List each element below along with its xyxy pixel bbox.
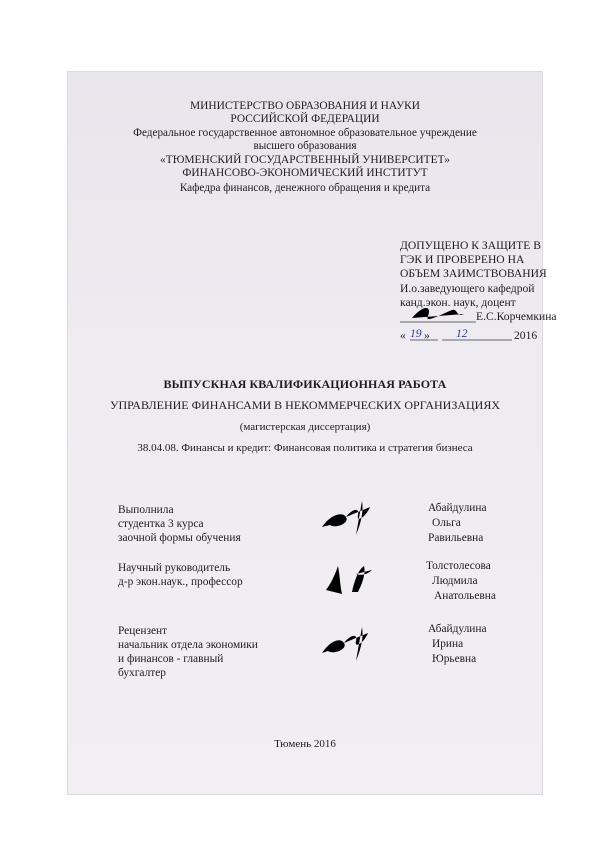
approval-line-1: ДОПУЩЕНО К ЗАЩИТЕ В	[400, 239, 541, 252]
approval-line-4: И.о.заведующего кафедрой	[400, 282, 535, 295]
reviewer-role-1: Рецензент	[118, 625, 168, 637]
reviewer-patronymic: Юрьевна	[432, 653, 477, 665]
reviewer-role-3: и финансов - главный	[118, 653, 224, 665]
approval-line-5: канд.экон. наук, доцент	[400, 296, 516, 309]
author-role-2: студентка 3 курса	[118, 518, 204, 530]
institute-name: ФИНАНСОВО-ЭКОНОМИЧЕСКИЙ ИНСТИТУТ	[182, 167, 428, 179]
supervisor-signature	[322, 562, 382, 600]
department-name: Кафедра финансов, денежного обращения и кредита	[179, 182, 431, 194]
work-kind: (магистерская диссертация)	[239, 421, 371, 433]
supervisor-first-name: Людмила	[432, 575, 478, 587]
university-name: «ТЮМЕНСКИЙ ГОСУДАРСТВЕННЫЙ УНИВЕРСИТЕТ»	[160, 154, 450, 166]
ministry-line: МИНИСТЕРСТВО ОБРАЗОВАНИЯ И НАУКИ	[190, 100, 420, 112]
reviewer-signature	[316, 625, 386, 665]
work-topic: УПРАВЛЕНИЕ ФИНАНСАМИ В НЕКОММЕРЧЕСКИХ ОРГАНИЗАЦИЯХ	[109, 398, 501, 412]
approval-signature	[398, 300, 542, 346]
approval-signer: Е.С.Корчемкина	[476, 310, 557, 323]
institution-type-line: Федеральное государственное автономное образовательное учреждение	[133, 127, 477, 139]
supervisor-surname: Толстолесова	[426, 560, 491, 572]
author-role-1: Выполнила	[118, 504, 174, 516]
author-first-name: Ольга	[432, 517, 461, 529]
place-year: Тюмень 2016	[274, 738, 336, 750]
program-line: 38.04.08. Финансы и кредит: Финансовая политика и стратегия бизнеса	[137, 442, 473, 454]
education-level-line: высшего образования	[253, 140, 357, 152]
approval-date-open: «	[400, 329, 406, 342]
approval-date-year: 2016	[514, 329, 538, 342]
reviewer-role-2: начальник отдела экономики	[118, 639, 258, 651]
reviewer-surname: Абайдулина	[428, 623, 487, 635]
supervisor-patronymic: Анатольевна	[434, 590, 496, 602]
work-type-title: ВЫПУСКНАЯ КВАЛИФИКАЦИОННАЯ РАБОТА	[163, 377, 447, 391]
federation-line: РОССИЙСКОЙ ФЕДЕРАЦИИ	[230, 113, 380, 125]
author-surname: Абайдулина	[428, 502, 487, 514]
supervisor-role-1: Научный руководитель	[118, 562, 231, 574]
approval-line-2: ГЭК И ПРОВЕРЕНО НА	[400, 253, 525, 266]
approval-line-3: ОБЪЕМ ЗАИМСТВОВАНИЯ	[400, 267, 547, 280]
document-page	[68, 72, 557, 794]
author-role-3: заочной формы обучения	[118, 532, 241, 544]
approval-date-close: »	[424, 329, 430, 342]
reviewer-role-4: бухгалтер	[118, 667, 166, 679]
author-signature	[316, 497, 386, 539]
supervisor-role-2: д-р экон.наук., профессор	[118, 576, 243, 588]
reviewer-first-name: Ирина	[432, 638, 464, 650]
approval-date-day: 19	[410, 327, 422, 340]
approval-date-month: 12	[456, 327, 468, 340]
author-patronymic: Равильевна	[428, 532, 484, 544]
